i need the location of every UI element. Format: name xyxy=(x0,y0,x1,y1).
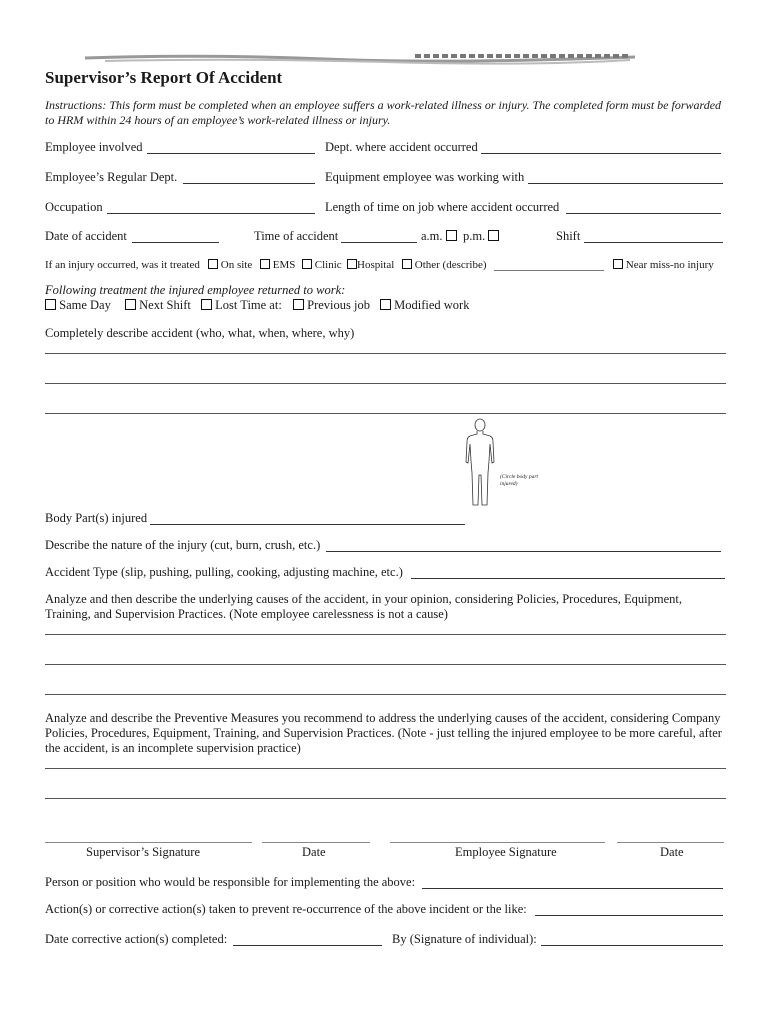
previous-job-checkbox[interactable] xyxy=(293,299,304,310)
ems-checkbox[interactable] xyxy=(260,259,270,269)
regular-dept-label: Employee’s Regular Dept. xyxy=(45,170,178,184)
describe-accident-line[interactable] xyxy=(45,383,726,384)
treated-question: If an injury occurred, was it treated xyxy=(45,259,200,271)
other-describe-field[interactable] xyxy=(494,270,604,271)
date2-label: Date xyxy=(660,845,684,859)
regular-dept-field[interactable] xyxy=(183,183,315,184)
analyze-causes-label: Analyze and then describe the underlying causes of the accident, in your opinion, considering Policies, Procedures, Equipment, Training, and Supervision Practices. (Note employee carelessness is not a cause) xyxy=(45,592,682,621)
pm-option[interactable] xyxy=(463,229,499,244)
employee-signature-field[interactable] xyxy=(390,842,605,843)
modified-work-option[interactable] xyxy=(380,298,469,313)
hospital-label: Hospital xyxy=(357,259,395,271)
date-completed-field[interactable] xyxy=(233,945,382,946)
preventive-line[interactable] xyxy=(45,768,726,769)
instructions: Instructions: This form must be completed when an employee suffers a work-related illness or injury. The completed form must be forwarded to HRM within 24 hours of an employee’s work-related illness or injury. xyxy=(45,98,722,127)
length-of-time-label: Length of time on job where accident occurred xyxy=(325,200,560,214)
other-label: Other (describe) xyxy=(414,259,487,271)
nature-of-injury-label: Describe the nature of the injury (cut, burn, crush, etc.) xyxy=(45,538,321,552)
previous-job-label: Previous job xyxy=(307,298,370,312)
near-miss-checkbox[interactable] xyxy=(613,259,623,269)
equipment-label: Equipment employee was working with xyxy=(325,170,525,184)
body-figure-icon[interactable] xyxy=(458,417,502,509)
clinic-checkbox[interactable] xyxy=(302,259,312,269)
on-site-label: On site xyxy=(220,259,253,271)
next-shift-option[interactable] xyxy=(125,298,191,313)
modified-work-checkbox[interactable] xyxy=(380,299,391,310)
pm-label: p.m. xyxy=(463,229,486,243)
other-checkbox[interactable] xyxy=(402,259,412,269)
body-parts-field[interactable] xyxy=(150,524,465,525)
time-of-accident-label: Time of accident xyxy=(254,229,339,243)
shift-label: Shift xyxy=(556,229,581,243)
date-completed-label: Date corrective action(s) completed: xyxy=(45,932,228,946)
am-option[interactable] xyxy=(421,229,457,244)
preventive-line[interactable] xyxy=(45,798,726,799)
previous-job-option[interactable] xyxy=(293,298,370,313)
equipment-field[interactable] xyxy=(528,183,723,184)
lost-time-label: Lost Time at: xyxy=(215,298,282,312)
other-option[interactable] xyxy=(402,259,487,271)
employee-involved-field[interactable] xyxy=(147,153,315,154)
describe-accident-line[interactable] xyxy=(45,413,726,414)
describe-accident-line[interactable] xyxy=(45,353,726,354)
length-of-time-field[interactable] xyxy=(566,213,721,214)
ems-label: EMS xyxy=(272,259,296,271)
time-of-accident-field[interactable] xyxy=(341,242,417,243)
same-day-label: Same Day xyxy=(59,298,111,312)
analyze-causes-line[interactable] xyxy=(45,694,726,695)
same-day-checkbox[interactable] xyxy=(45,299,56,310)
analyze-causes-line[interactable] xyxy=(45,634,726,635)
employee-involved-label: Employee involved xyxy=(45,140,143,154)
date2-field[interactable] xyxy=(617,842,724,843)
actions-field[interactable] xyxy=(535,915,723,916)
next-shift-checkbox[interactable] xyxy=(125,299,136,310)
hospital-option[interactable] xyxy=(347,259,394,271)
modified-work-label: Modified work xyxy=(394,298,470,312)
on-site-option[interactable] xyxy=(208,259,252,271)
supervisor-signature-field[interactable] xyxy=(45,842,252,843)
hospital-checkbox[interactable] xyxy=(347,259,357,269)
date-of-accident-field[interactable] xyxy=(132,242,219,243)
body-parts-label: Body Part(s) injured xyxy=(45,511,148,525)
am-checkbox[interactable] xyxy=(446,230,457,241)
on-site-checkbox[interactable] xyxy=(208,259,218,269)
occupation-field[interactable] xyxy=(107,213,315,214)
employee-signature-label: Employee Signature xyxy=(455,845,557,859)
header-decoration xyxy=(85,50,635,68)
nature-of-injury-field[interactable] xyxy=(326,551,721,552)
clinic-label: Clinic xyxy=(314,259,342,271)
return-heading: Following treatment the injured employee returned to work: xyxy=(45,283,346,297)
responsible-field[interactable] xyxy=(422,888,723,889)
near-miss-option[interactable] xyxy=(613,259,714,271)
dept-where-field[interactable] xyxy=(481,153,721,154)
form-title: Supervisor’s Report Of Accident xyxy=(45,68,283,87)
analyze-causes-line[interactable] xyxy=(45,664,726,665)
accident-type-field[interactable] xyxy=(411,578,725,579)
by-signature-label: By (Signature of individual): xyxy=(392,932,537,946)
responsible-label: Person or position who would be responsible for implementing the above: xyxy=(45,875,416,889)
lost-time-option[interactable] xyxy=(201,298,282,313)
accident-type-label: Accident Type (slip, pushing, pulling, cooking, adjusting machine, etc.) xyxy=(45,565,403,579)
occupation-label: Occupation xyxy=(45,200,103,214)
describe-accident-label: Completely describe accident (who, what, when, where, why) xyxy=(45,326,355,340)
lost-time-checkbox[interactable] xyxy=(201,299,212,310)
date-of-accident-label: Date of accident xyxy=(45,229,127,243)
pm-checkbox[interactable] xyxy=(488,230,499,241)
ems-option[interactable] xyxy=(260,259,295,271)
date1-field[interactable] xyxy=(262,842,370,843)
shift-field[interactable] xyxy=(584,242,723,243)
am-label: a.m. xyxy=(421,229,443,243)
actions-label: Action(s) or corrective action(s) taken to prevent re-occurrence of the above incident or the like: xyxy=(45,902,527,916)
clinic-option[interactable] xyxy=(302,259,342,271)
supervisor-signature-label: Supervisor’s Signature xyxy=(86,845,200,859)
same-day-option[interactable] xyxy=(45,298,111,313)
by-signature-field[interactable] xyxy=(541,945,723,946)
near-miss-label: Near miss-no injury xyxy=(625,259,714,271)
dept-where-label: Dept. where accident occurred xyxy=(325,140,478,154)
next-shift-label: Next Shift xyxy=(139,298,191,312)
date1-label: Date xyxy=(302,845,326,859)
figure-note: (Circle body part injured) xyxy=(500,474,538,487)
preventive-label: Analyze and describe the Preventive Measures you recommend to address the underlying causes of the accident, considering Company Policies, Procedures, Equipment, Training, and Supervision Practices. (Note - just telling the injured employee to be more careful, after the accident, is an incomplete supervision practice) xyxy=(45,711,722,755)
